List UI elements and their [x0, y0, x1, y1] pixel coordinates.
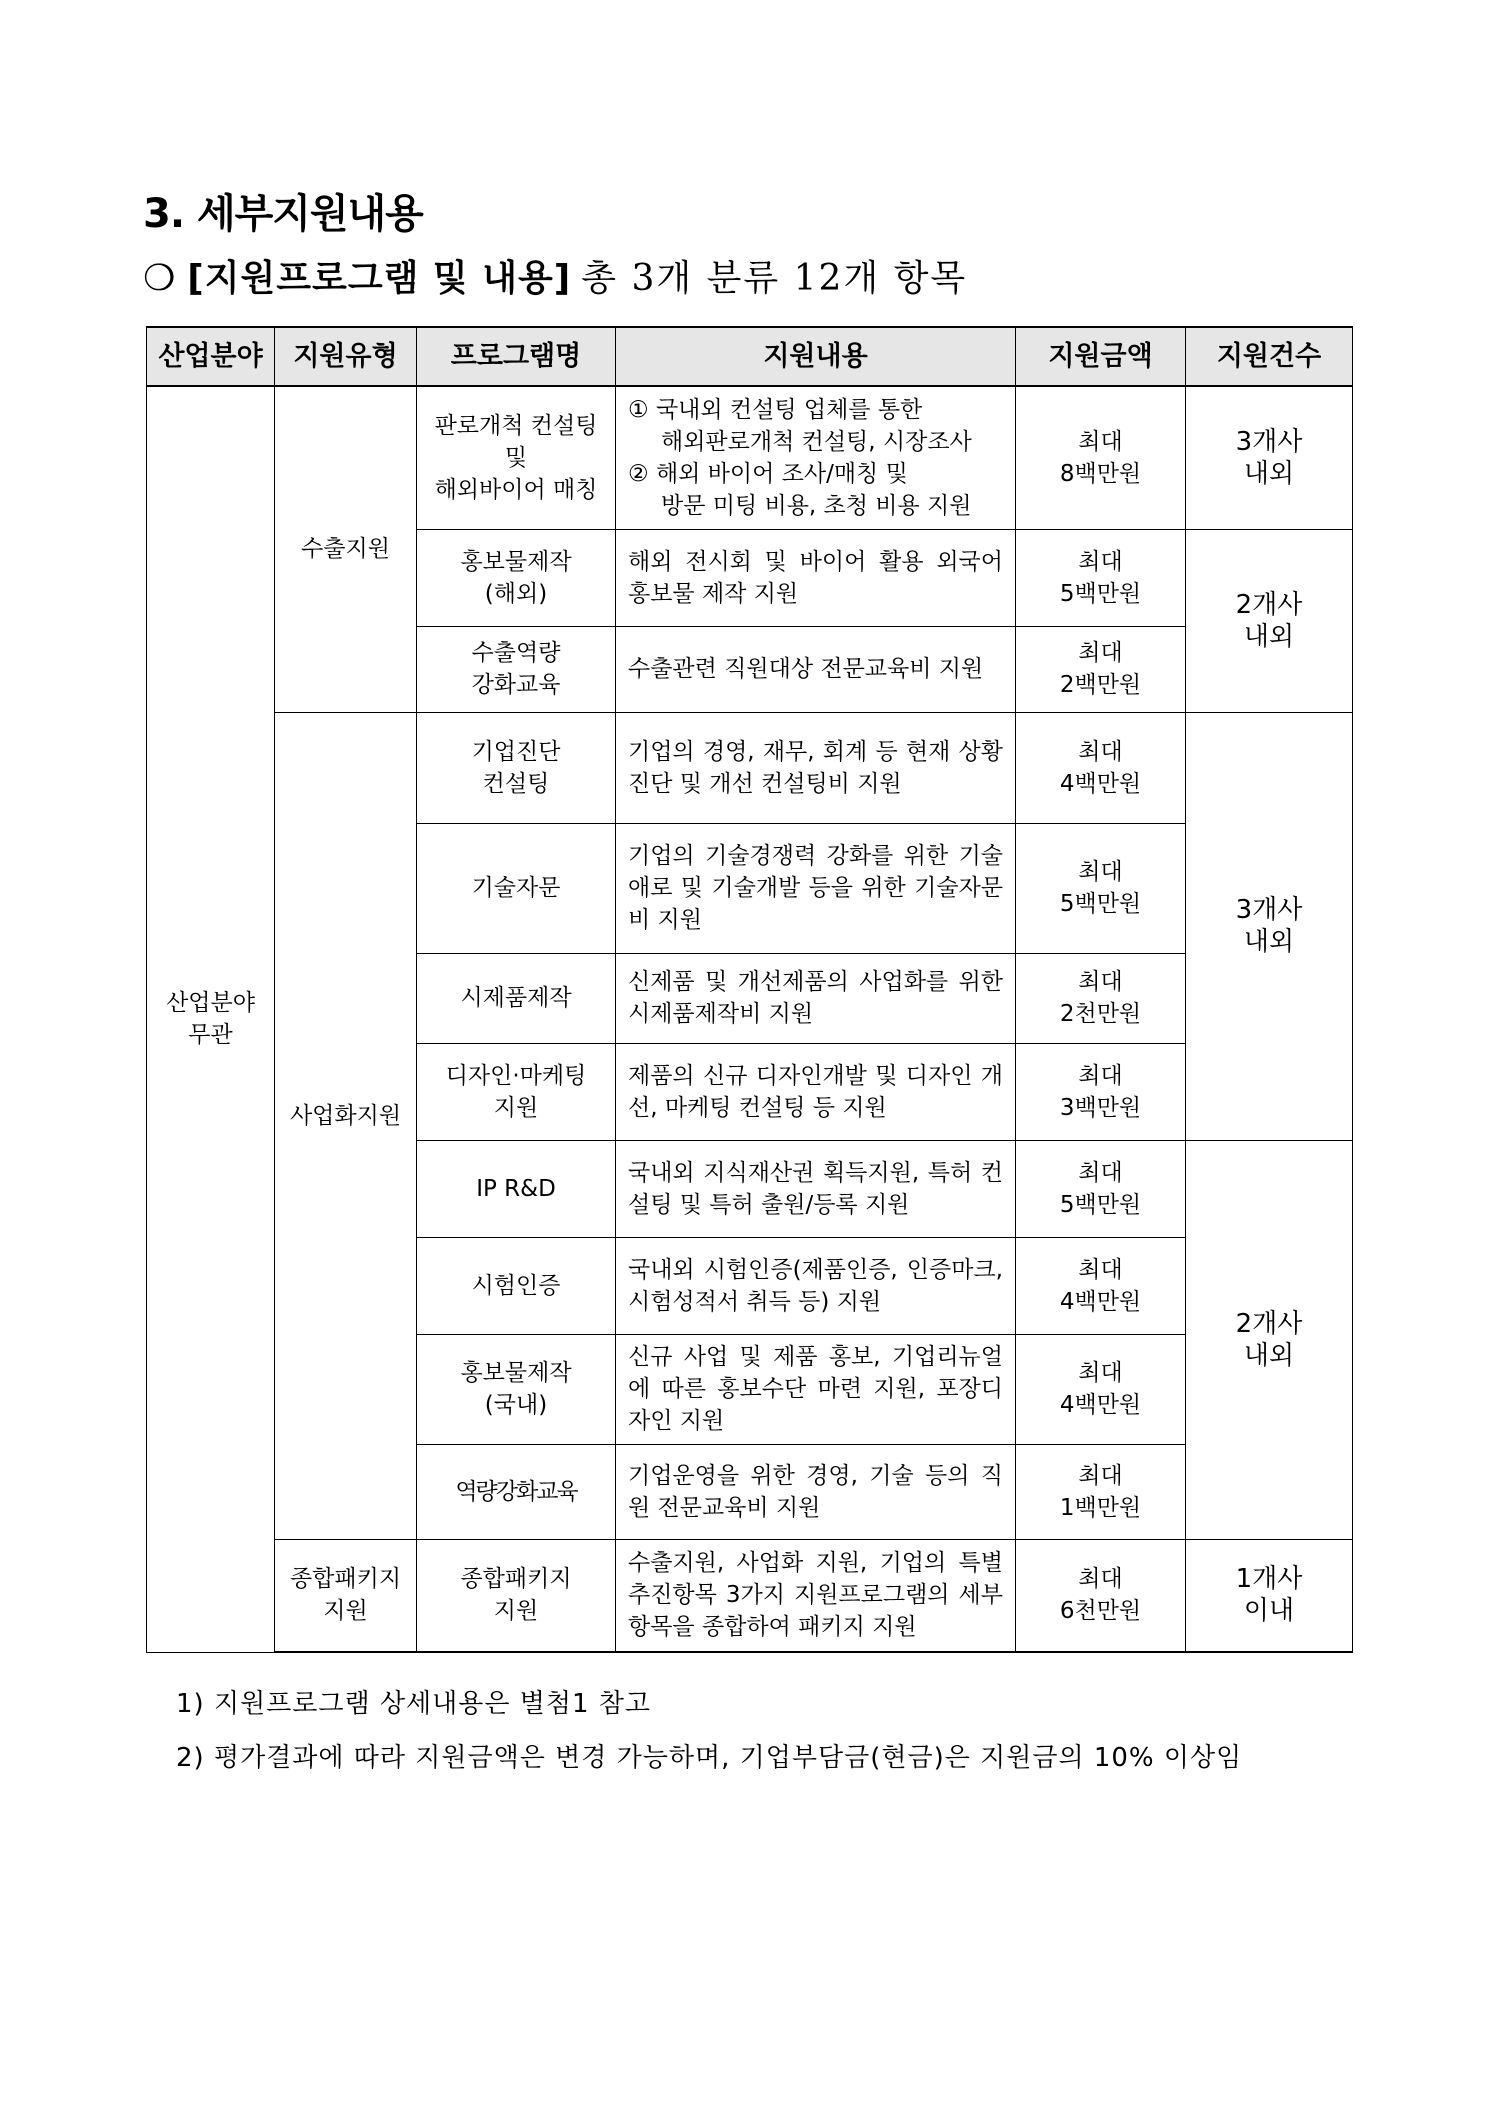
program-cell: 수출역량 강화교육 — [417, 626, 616, 712]
program-cell: 종합패키지 지원 — [417, 1539, 616, 1652]
industry-cell: 산업분야 무관 — [147, 386, 275, 1652]
subheading-summary: 총 3개 분류 12개 항목 — [581, 258, 968, 299]
support-program-table — [146, 326, 1353, 1653]
amount-cell: 최대 6천만원 — [1016, 1539, 1186, 1652]
content-cell: 기업운영을 위한 경영, 기술 등의 직원 전문교육비 지원 — [616, 1444, 1016, 1539]
program-cell: IP R&D — [417, 1140, 616, 1237]
amount-cell: 최대 8백만원 — [1016, 386, 1186, 529]
amount-cell: 최대 2백만원 — [1016, 626, 1186, 712]
table-row — [147, 1539, 1353, 1652]
table-header-row — [147, 327, 1353, 386]
amount-cell: 최대 2천만원 — [1016, 953, 1186, 1043]
header-content: 지원내용 — [616, 327, 1016, 386]
amount-cell: 최대 5백만원 — [1016, 823, 1186, 953]
program-cell: 디자인·마케팅 지원 — [417, 1043, 616, 1140]
header-count: 지원건수 — [1186, 327, 1353, 386]
count-cell: 2개사 내외 — [1186, 1140, 1353, 1539]
content-cell: ① 국내외 컨설팅 업체를 통한 해외판로개척 컨설팅, 시장조사 ② 해외 바이어 조사/매칭 및 방문 미팅 비용, 초청 비용 지원 — [616, 386, 1016, 529]
header-amount: 지원금액 — [1016, 327, 1186, 386]
content-cell: 제품의 신규 디자인개발 및 디자인 개선, 마케팅 컨설팅 등 지원 — [616, 1043, 1016, 1140]
program-cell: 기업진단 컨설팅 — [417, 712, 616, 823]
circle-bullet-icon: ❍ — [143, 258, 176, 299]
content-cell: 해외 전시회 및 바이어 활용 외국어 홍보물 제작 지원 — [616, 529, 1016, 626]
amount-cell: 최대 4백만원 — [1016, 1334, 1186, 1444]
amount-cell: 최대 4백만원 — [1016, 712, 1186, 823]
header-program: 프로그램명 — [417, 327, 616, 386]
header-type: 지원유형 — [275, 327, 417, 386]
subheading-label: [지원프로그램 및 내용] — [187, 258, 572, 299]
header-industry: 산업분야 — [147, 327, 275, 386]
content-cell: 국내외 지식재산권 획득지원, 특허 컨설팅 및 특허 출원/등록 지원 — [616, 1140, 1016, 1237]
program-cell: 시험인증 — [417, 1237, 616, 1334]
program-cell: 기술자문 — [417, 823, 616, 953]
program-cell: 홍보물제작 (해외) — [417, 529, 616, 626]
content-cell: 국내외 시험인증(제품인증, 인증마크, 시험성적서 취득 등) 지원 — [616, 1237, 1016, 1334]
program-cell: 판로개척 컨설팅 및 해외바이어 매칭 — [417, 386, 616, 529]
content-cell: 신제품 및 개선제품의 사업화를 위한 시제품제작비 지원 — [616, 953, 1016, 1043]
program-cell: 역량강화교육 — [417, 1444, 616, 1539]
footnote-2: 2) 평가결과에 따라 지원금액은 변경 가능하며, 기업부담금(현금)은 지원금의 10% 이상임 — [176, 1743, 1243, 1773]
count-cell: 2개사 내외 — [1186, 529, 1353, 712]
content-cell: 수출지원, 사업화 지원, 기업의 특별추진항목 3가지 지원프로그램의 세부항목을 종합하여 패키지 지원 — [616, 1539, 1016, 1652]
section-heading: 3. 세부지원내용 — [143, 191, 423, 237]
content-cell: 기업의 기술경쟁력 강화를 위한 기술애로 및 기술개발 등을 위한 기술자문비 지원 — [616, 823, 1016, 953]
subheading — [143, 250, 967, 301]
amount-cell: 최대 5백만원 — [1016, 529, 1186, 626]
type-commercial-cell: 사업화지원 — [275, 712, 417, 1539]
count-cell: 3개사 내외 — [1186, 386, 1353, 529]
amount-cell: 최대 5백만원 — [1016, 1140, 1186, 1237]
count-cell: 1개사 이내 — [1186, 1539, 1353, 1652]
program-cell: 홍보물제작 (국내) — [417, 1334, 616, 1444]
count-cell: 3개사 내외 — [1186, 712, 1353, 1140]
footnote-1: 1) 지원프로그램 상세내용은 별첨1 참고 — [176, 1689, 652, 1719]
footnotes — [176, 1677, 1242, 1785]
content-cell: 수출관련 직원대상 전문교육비 지원 — [616, 626, 1016, 712]
program-cell: 시제품제작 — [417, 953, 616, 1043]
amount-cell: 최대 4백만원 — [1016, 1237, 1186, 1334]
amount-cell: 최대 3백만원 — [1016, 1043, 1186, 1140]
table-row — [147, 712, 1353, 823]
content-cell: 신규 사업 및 제품 홍보, 기업리뉴얼에 따른 홍보수단 마련 지원, 포장디자인 지원 — [616, 1334, 1016, 1444]
content-cell: 기업의 경영, 재무, 회계 등 현재 상황 진단 및 개선 컨설팅비 지원 — [616, 712, 1016, 823]
type-package-cell: 종합패키지 지원 — [275, 1539, 417, 1652]
amount-cell: 최대 1백만원 — [1016, 1444, 1186, 1539]
table-row — [147, 386, 1353, 529]
type-export-cell: 수출지원 — [275, 386, 417, 712]
